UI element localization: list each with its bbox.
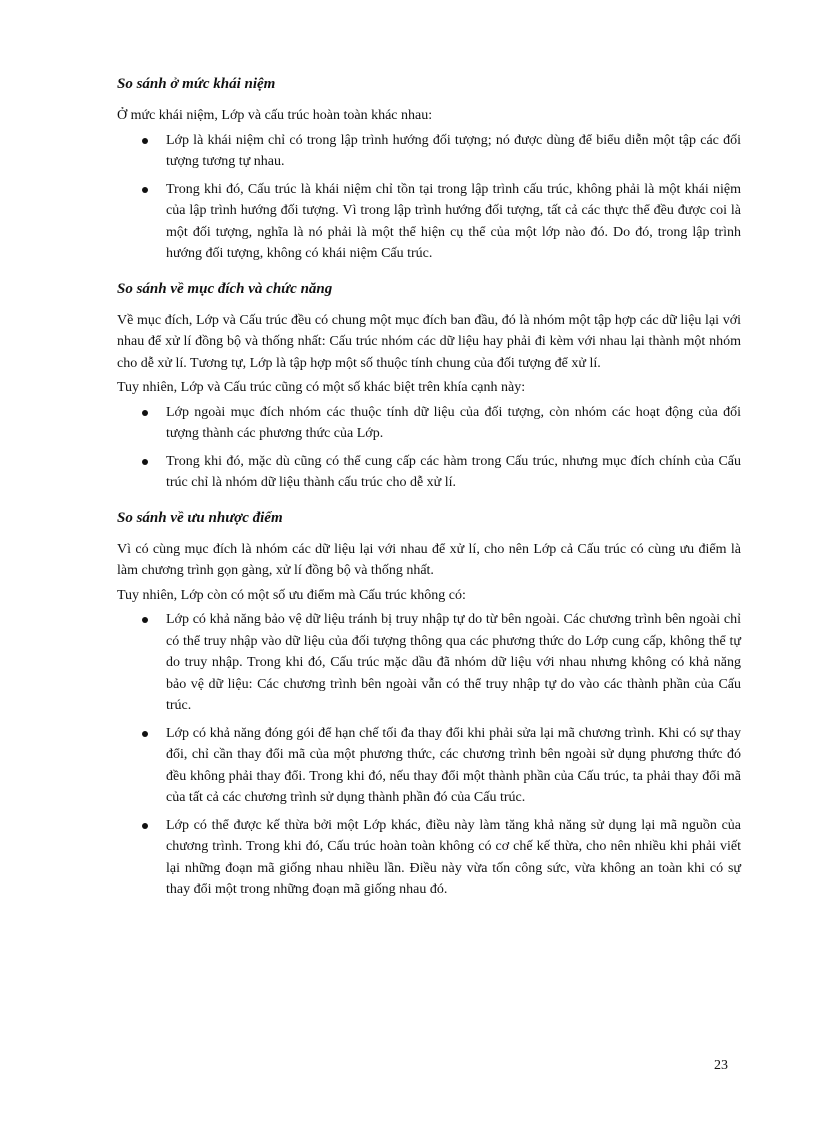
- list-item: [117, 130, 741, 173]
- section-heading: So sánh về mục đích và chức năng: [117, 280, 333, 297]
- bullet-icon: [142, 459, 148, 465]
- list-item-text: Lớp có khả năng bảo vệ dữ liệu tránh bị truy nhập tự do từ bên ngoài. Các chương trình bên ngoài chỉ có thể truy nhập vào dữ liệu của đối tượng thông qua các phương thức do Lớp cung cấp, không thể tự do truy nhập. Trong khi đó, Cấu trúc mặc dầu đã nhóm dữ liệu với nhau nhưng không có khả năng bảo vệ dữ liệu: Các chương trình bên ngoài vẫn có thể truy nhập tự do vào các thành phần của Cấu trúc.: [166, 612, 741, 713]
- bullet-list: [117, 402, 741, 494]
- list-item-text: Lớp có thể được kế thừa bởi một Lớp khác, điều này làm tăng khả năng sử dụng lại mã nguồn của chương trình. Trong khi đó, Cấu trúc hoàn toàn không có cơ chế kế thừa, cho nên nhiều khi phải viết lại những đoạn mã giống nhau nhiều lần. Điều này vừa tốn công sức, vừa không an toàn khi có sự thay đổi một trong những đoạn mã giống nhau đó.: [166, 817, 741, 897]
- paragraph: Ở mức khái niệm, Lớp và cấu trúc hoàn toàn khác nhau:: [117, 108, 433, 123]
- paragraph: Tuy nhiên, Lớp và Cấu trúc cũng có một số khác biệt trên khía cạnh này:: [117, 380, 526, 395]
- list-item: [117, 609, 741, 717]
- section-conceptual: [117, 74, 741, 265]
- list-item-text: Lớp là khái niệm chỉ có trong lập trình hướng đối tượng; nó được dùng để biểu diễn một tập các đối tượng tương tự nhau.: [166, 132, 741, 169]
- bullet-list: [117, 609, 741, 901]
- page-number: 23: [714, 1058, 728, 1073]
- section-purpose: [117, 279, 741, 494]
- bullet-icon: [142, 823, 148, 829]
- bullet-icon: [142, 410, 148, 416]
- paragraph: Về mục đích, Lớp và Cấu trúc đều có chung một mục đích ban đầu, đó là nhóm một tập hợp các dữ liệu lại với nhau để xử lí đồng bộ và thống nhất: Cấu trúc nhóm các dữ liệu hay phải đi kèm với nhau lại thành một nhóm cho dễ xử lí. Tương tự, Lớp là tập hợp một số thuộc tính chung của đối tượng để xử lí.: [117, 312, 741, 371]
- list-item: [117, 451, 741, 494]
- section-heading: So sánh về ưu nhược điểm: [117, 509, 283, 526]
- bullet-icon: [142, 731, 148, 737]
- list-item: [117, 402, 741, 445]
- document-page: [117, 74, 741, 907]
- bullet-icon: [142, 187, 148, 193]
- list-item-text: Trong khi đó, mặc dù cũng có thể cung cấp các hàm trong Cấu trúc, nhưng mục đích chính của Cấu trúc chỉ là nhóm dữ liệu thành cấu trúc cho dễ xử lí.: [166, 453, 741, 490]
- list-item: [117, 815, 741, 901]
- list-item-text: Trong khi đó, Cấu trúc là khái niệm chỉ tồn tại trong lập trình cấu trúc, không phải là một khái niệm của lập trình hướng đối tượng. Vì trong lập trình hướng đối tượng, tất cả các thực thể đều được coi là một đối tượng, nghĩa là nó phải là một thể hiện cụ thể của một lớp nào đó. Do đó, trong lập trình hướng đối tượng, không có khái niệm Cấu trúc.: [166, 181, 741, 261]
- list-item: [117, 723, 741, 809]
- list-item-text: Lớp ngoài mục đích nhóm các thuộc tính dữ liệu của đối tượng, còn nhóm các hoạt động của đối tượng thành các phương thức của Lớp.: [166, 404, 741, 441]
- paragraph: Tuy nhiên, Lớp còn có một số ưu điểm mà Cấu trúc không có:: [117, 587, 466, 603]
- list-item-text: Lớp có khả năng đóng gói để hạn chế tối đa thay đổi khi phải sửa lại mã chương trình. Khi có sự thay đổi, chỉ cần thay đổi mã của một phương thức, các chương trình bên ngoài sử dụng phương thức đó đều không phải thay đổi. Trong khi đó, nếu thay đổi một thành phần của Cấu trúc, ta phải thay đổi mã của tất cả các chương trình sử dụng thành phần đó của Cấu trúc.: [166, 725, 741, 805]
- paragraph: Vì có cùng mục đích là nhóm các dữ liệu lại với nhau để xử lí, cho nên Lớp cả Cấu trúc có cùng ưu điểm là làm chương trình gọn gàng, xử lí đồng bộ và thống nhất.: [117, 541, 741, 578]
- list-item: [117, 179, 741, 265]
- bullet-icon: [142, 617, 148, 623]
- section-heading: So sánh ở mức khái niệm: [117, 76, 276, 92]
- bullet-list: [117, 130, 741, 265]
- bullet-icon: [142, 138, 148, 144]
- section-pros-cons: [117, 508, 741, 901]
